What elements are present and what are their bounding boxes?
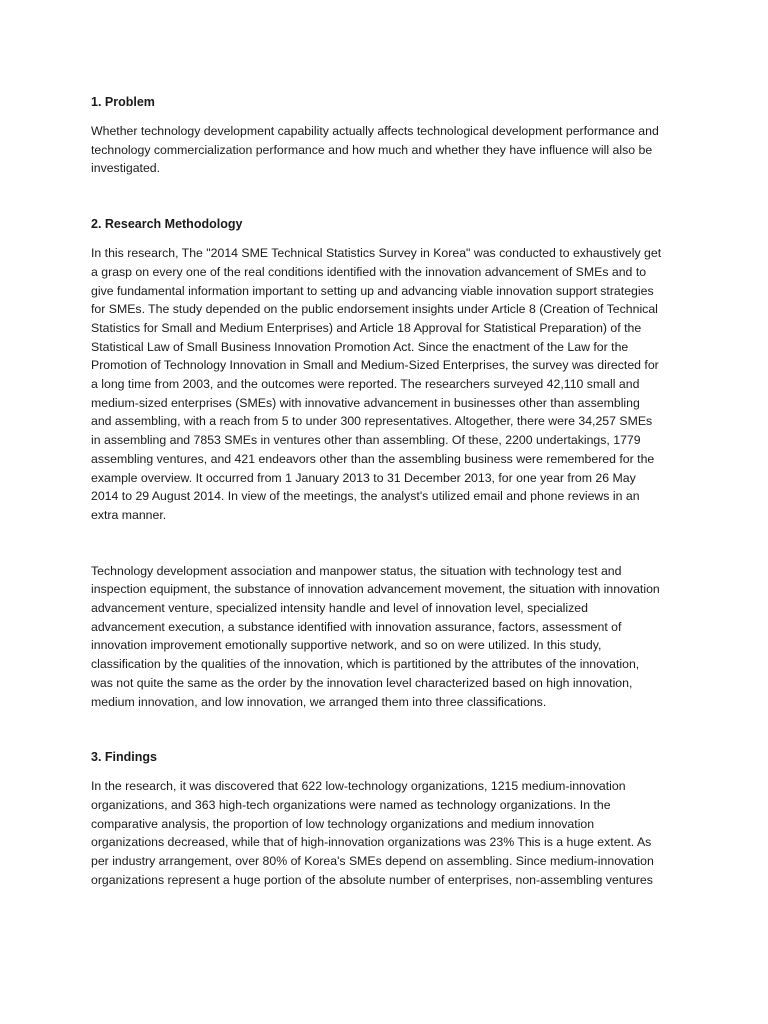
methodology-paragraph-2: Technology development association and manpower status, the situation with technology test and inspection equipment, the substance of innovation advancement movement, the situation with innovation advancement venture, specialized intensity handle and level of innovation level, specialized advancement execution, a substance identified with innovation assurance, factors, assessment of innovation improvement emotionally supportive network, and so on were utilized. In this study, classification by the qualities of the innovation, which is partitioned by the attributes of the innovation, was not quite the same as the order by the innovation level characterized based on high innovation, medium innovation, and low innovation, we arranged them into three classifications. [91,563,660,709]
methodology-paragraph-1: In this research, The "2014 SME Technical Statistics Survey in Korea" was conducted to exhaustively get a grasp on every one of the real conditions identified with the innovation advancement of SMEs and to give fundamental information important to setting up and advancing viable innovation support strategies for SMEs. The study depended on the public endorsement insights under Article 8 (Creation of Technical Statistics for Small and Medium Enterprises) and Article 18 Approval for Statistical Preparation) of the Statistical Law of Small Business Innovation Promotion Act. Since the enactment of the Law for the Promotion of Technology Innovation in Small and Medium-Sized Enterprises, the survey was directed for a long time from 2003, and the outcomes were reported. The researchers surveyed 42,110 small and medium-sized enterprises (SMEs) with innovative advancement in businesses other than assembling and assembling, with a reach from 5 to under 300 representatives. Altogether, there were 34,257 SMEs in assembling and 7853 SMEs in ventures other than assembling. Of these, 2200 undertakings, 1779 assembling ventures, and 421 endeavors other than the assembling business were remembered for the example overview. It occurred from 1 January 2013 to 31 December 2013, for one year from 26 May 2014 to 29 August 2014. In view of the meetings, the analyst's utilized email and phone reviews in an extra manner. [91,246,662,522]
problem-paragraph: Whether technology development capability actually affects technological development performance and technology commercialization performance and how much and whether they have influence will also be investigated. [91,124,659,176]
findings-paragraph: In the research, it was discovered that 622 low-technology organizations, 1215 medium-innovation organizations, and 363 high-tech organizations were named as technology organizations. In the comparative analysis, the proportion of low technology organizations and medium innovation organizations decreased, while that of high-innovation organizations was 23% This is a huge extent. As per industry arrangement, over 80% of Korea's SMEs depend on assembling. Since medium-innovation organizations represent a huge portion of the absolute number of enterprises, non-assembling ventures [91,779,654,887]
section-heading-problem: 1. Problem [91,95,155,109]
document-body [91,93,663,890]
section-heading-findings: 3. Findings [91,750,157,765]
section-heading-methodology: 2. Research Methodology [91,217,243,232]
